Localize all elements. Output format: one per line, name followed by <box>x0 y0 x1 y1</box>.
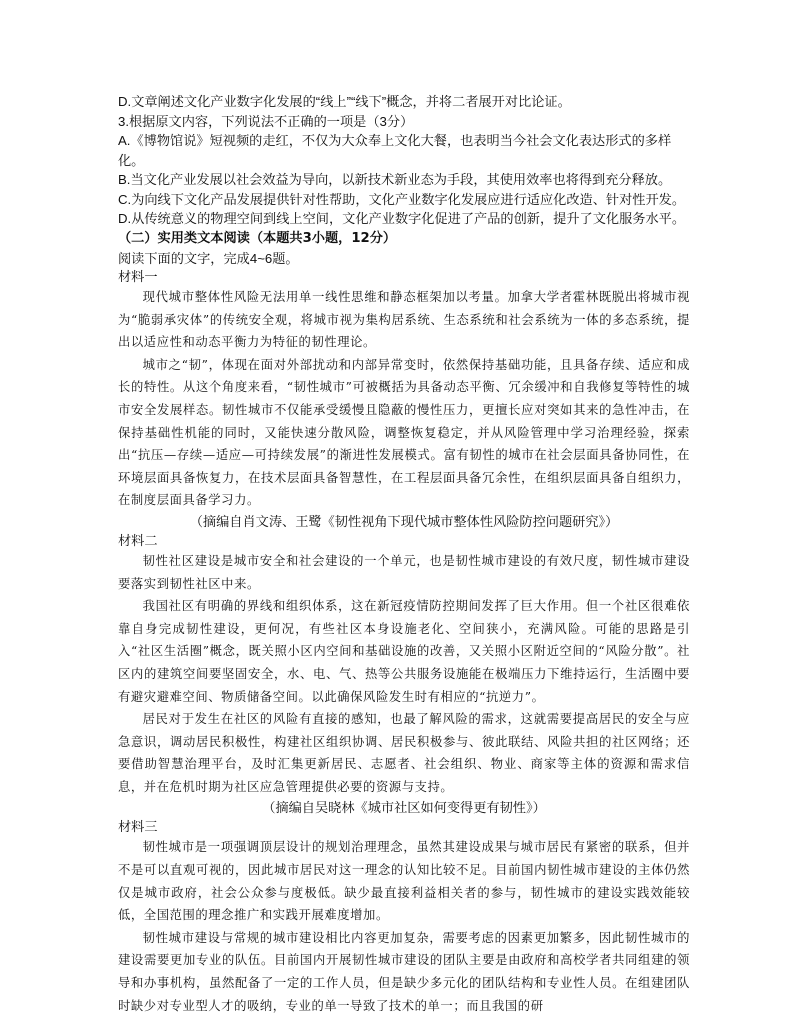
material-2-label: 材料二 <box>118 532 158 548</box>
instruction: 阅读下面的文字，完成4~6题。 <box>118 250 299 266</box>
material-2-paragraph: 我国社区有明确的界线和组织体系，这在新冠疫情防控期间发挥了巨大作用。但一个社区很难依靠自身完成韧性建设，更何况，有些社区本身设施老化、空间狭小，充满风险。可能的思路是引入“社区生活圈”概念，既关照小区内空间和基础设施的改善，又关照小区附近空间的“风险分散”。社区内的建筑空间要坚固安全，水、电、气、热等公共服务设施能在极端压力下维持运行，生活圈中要有避灾避难空间、物质储备空间。以此确保风险发生时有相应的“抗逆力”。 <box>118 599 690 704</box>
option-a: A.《博物馆说》短视频的走红，不仅为大众奉上文化大餐，也表明当今社会文化表达形式的多样化。 <box>118 133 672 168</box>
option-d: D.从传统意义的物理空间到线上空间，文化产业数字化促进了产品的创新，提升了文化服务水平。 <box>118 211 686 226</box>
option-c: C.为向线下文化产品发展提供针对性帮助，文化产业数字化发展应进行适应化改造、针对性开发。 <box>118 191 686 207</box>
section-title: （二）实用类文本阅读（本题共3小题，12分） <box>118 230 397 246</box>
material-1-paragraph: 城市之“韧”，体现在面对外部扰动和内部异常变时，依然保持基础功能，且具备存续、适应和成长的特性。从这个角度来看，“韧性城市”可被概括为具备动态平衡、冗余缓冲和自我修复等特性的城市安全发展样态。韧性城市不仅能承受缓慢且隐蔽的慢性压力，更擅长应对突如其来的急性冲击，在保持基础性机能的同时，又能快速分散风险，调整恢复稳定，并从风险管理中学习治理经验，探索出“抗压—存续—适应—可持续发展”的渐进性发展模式。富有韧性的城市在社会层面具备协同性，在环境层面具备恢复力，在技术层面具备智慧性，在工程层面具备冗余性，在组织层面具备自组织力，在制度层面具备学习力。 <box>118 357 690 508</box>
material-2-source: （摘编自吴晓林《城市社区如何变得更有韧性》） <box>262 800 546 816</box>
option-d-q2: D.文章阐述文化产业数字化发展的“线上”“线下”概念，并将二者展开对比论证。 <box>118 94 571 109</box>
material-3-label: 材料三 <box>118 819 158 835</box>
document-page <box>118 92 690 1017</box>
material-3-paragraph: 韧性城市建设与常规的城市建设相比内容更加复杂，需要考虑的因素更加繁多，因此韧性城市的建设需要更加专业的队伍。目前国内开展韧性城市建设的团队主要是由政府和高校学者共同组建的领导和办事机构，虽然配备了一定的工作人员，但是缺少多元化的团队结构和专业性人员。在组建团队时缺少对专业型人才的吸纳，专业的单一导致了技术的单一；而且我国的研 <box>118 930 690 1013</box>
question-3-stem: 3.根据原文内容，下列说法不正确的一项是（3分） <box>118 113 414 129</box>
material-2-paragraph: 居民对于发生在社区的风险有直接的感知，也最了解风险的需求，这就需要提高居民的安全与应急意识，调动居民积极性，构建社区组织协调、居民积极参与、彼此联结、风险共担的社区网络；还要借助智慧治理平台，及时汇集更新居民、志愿者、社会组织、物业、商家等主体的资源和需求信息，并在危机时期为社区应急管理提供必要的资源与支持。 <box>118 712 690 794</box>
material-1-paragraph: 现代城市整体性风险无法用单一线性思维和静态框架加以考量。加拿大学者霍林既脱出将城市视为“脆弱承灾体”的传统安全观，将城市视为集构居系统、生态系统和社会系统为一体的多态系统，提出以适应性和动态平衡力为特征的韧性理论。 <box>118 290 690 350</box>
material-1-source: （摘编自肖文涛、王鹭《韧性视角下现代城市整体性风险防控问题研究》） <box>189 513 619 529</box>
material-3-paragraph: 韧性城市是一项强调顶层设计的规划治理理念，虽然其建设成果与城市居民有紧密的联系，但并不是可以直观可视的，因此城市居民对这一理念的认知比较不足。目前国内韧性城市建设的主体仍然仅是城市政府，社会公众参与度极低。缺少最直接利益相关者的参与，韧性城市的建设实践效能较低，全国范围的理念推广和实践开展难度增加。 <box>118 840 690 923</box>
option-b: B.当文化产业发展以社会效益为导向，以新技术新业态为手段，其使用效率也将得到充分释放。 <box>118 172 672 187</box>
material-1-label: 材料一 <box>118 269 158 284</box>
material-2-paragraph: 韧性社区建设是城市安全和社会建设的一个单元，也是韧性城市建设的有效尺度，韧性城市建设要落实到韧性社区中来。 <box>118 553 690 591</box>
